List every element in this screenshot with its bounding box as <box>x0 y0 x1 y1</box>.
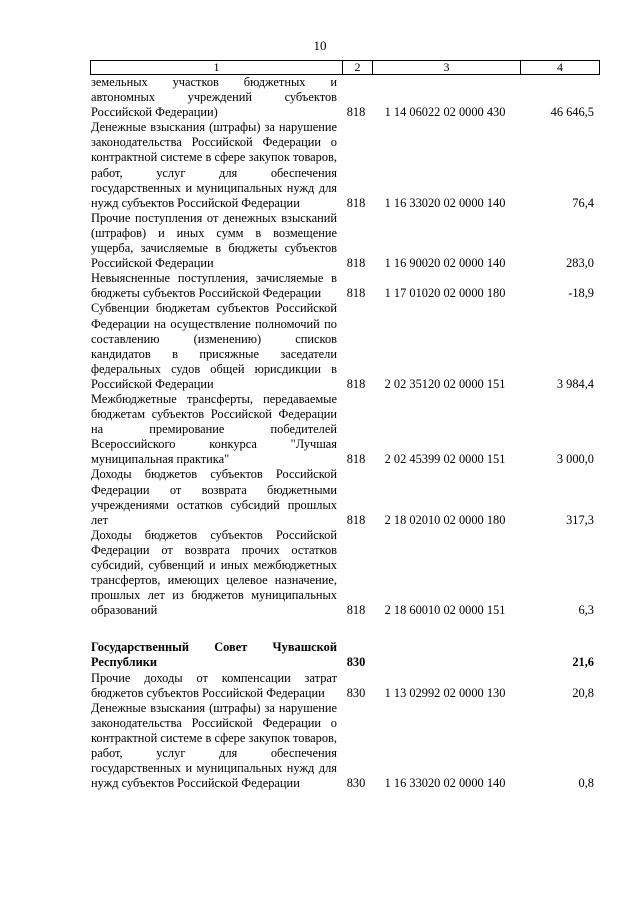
row-description: Межбюджетные трансферты, передаваемые бюджетам субъектов Российской Федерации на премирование победителей Всероссийского конкурса "Лучшая муниципальная практика" <box>91 391 337 467</box>
row-budget-code: 2 18 02010 02 0000 180 <box>384 512 506 527</box>
page-number: 10 <box>313 38 327 53</box>
table-row <box>90 701 600 792</box>
table-row <box>90 301 600 392</box>
row-description: Прочие доходы от компенсации затрат бюджетов субъектов Российской Федерации <box>91 670 337 700</box>
row-budget-code: 1 16 33020 02 0000 140 <box>384 776 506 791</box>
row-amount: 46 646,5 <box>550 105 594 120</box>
row-org-code: 818 <box>346 286 366 301</box>
row-amount: 76,4 <box>572 195 594 210</box>
table-row <box>90 271 600 301</box>
row-description: Государственный Совет Чувашской Республики <box>91 640 337 670</box>
row-budget-code: 1 16 33020 02 0000 140 <box>384 195 506 210</box>
row-amount: 3 984,4 <box>556 376 594 391</box>
row-description: Субвенции бюджетам субъектов Российской Федерации на осуществление полномочий по составлению (изменению) списков кандидатов в присяжные заседатели федеральных судов общей юрисдикции в Российской Федерации <box>91 301 337 391</box>
row-amount: 20,8 <box>572 685 594 700</box>
row-budget-code: 1 16 90020 02 0000 140 <box>384 256 506 271</box>
row-budget-code: 2 02 35120 02 0000 151 <box>384 376 506 391</box>
row-org-code: 818 <box>346 603 366 618</box>
row-amount: 21,6 <box>572 655 594 670</box>
table-row <box>90 671 600 701</box>
header-col-1: 1 <box>213 60 220 74</box>
row-budget-code: 1 14 06022 02 0000 430 <box>384 105 506 120</box>
table-row <box>90 120 600 211</box>
row-org-code: 818 <box>346 105 366 120</box>
row-org-code: 818 <box>346 376 366 391</box>
row-budget-code: 1 17 01020 02 0000 180 <box>384 286 506 301</box>
header-col-4: 4 <box>520 61 599 74</box>
row-amount: 3 000,0 <box>556 452 594 467</box>
row-amount: 6,3 <box>578 603 594 618</box>
table-header <box>90 60 600 75</box>
header-col-2: 2 <box>342 61 372 74</box>
row-amount: 0,8 <box>578 776 594 791</box>
row-description: земельных участков бюджетных и автономных учреждений субъектов Российской Федерации) <box>91 75 337 120</box>
table-row <box>90 75 600 120</box>
row-org-code: 818 <box>346 452 366 467</box>
table-row <box>90 640 600 670</box>
table-row <box>90 392 600 467</box>
row-description: Прочие поступления от денежных взысканий (штрафов) и иных сумм в возмещение ущерба, зачисляемые в бюджеты субъектов Российской Федерации <box>91 210 337 271</box>
row-org-code: 818 <box>346 195 366 210</box>
row-amount: 317,3 <box>566 512 594 527</box>
table-row <box>90 211 600 271</box>
row-org-code: 830 <box>346 685 366 700</box>
header-col-3: 3 <box>372 61 520 74</box>
row-amount: 283,0 <box>566 256 594 271</box>
row-description: Доходы бюджетов субъектов Российской Федерации от возврата прочих остатков субсидий, субвенций и иных межбюджетных трансфертов, имеющих целевое назначение, прошлых лет из бюджетов муниципальных образований <box>91 527 337 618</box>
row-description: Доходы бюджетов субъектов Российской Федерации от возврата бюджетными учреждениями остатков субсидий прошлых лет <box>91 467 337 527</box>
row-budget-code: 2 02 45399 02 0000 151 <box>384 452 506 467</box>
row-amount: -18,9 <box>568 286 594 301</box>
row-budget-code: 2 18 60010 02 0000 151 <box>384 603 506 618</box>
row-org-code: 830 <box>346 776 366 791</box>
table-row <box>90 467 600 527</box>
row-org-code: 818 <box>346 512 366 527</box>
row-org-code: 818 <box>346 256 366 271</box>
row-budget-code: 1 13 02992 02 0000 130 <box>384 685 506 700</box>
table-body <box>90 75 600 791</box>
row-description: Денежные взыскания (штрафы) за нарушение законодательства Российской Федерации о контрактной системе в сфере закупок товаров, работ, услуг для обеспечения государственных и муниципальных нужд для нужд субъектов Российской Федерации <box>91 120 337 210</box>
row-description: Невыясненные поступления, зачисляемые в бюджеты субъектов Российской Федерации <box>91 271 337 301</box>
row-description: Денежные взыскания (штрафы) за нарушение законодательства Российской Федерации о контрактной системе в сфере закупок товаров, работ, услуг для обеспечения государственных и муниципальных нужд для нужд субъектов Российской Федерации <box>91 700 337 791</box>
table-row <box>90 528 600 619</box>
row-org-code: 830 <box>346 655 366 670</box>
